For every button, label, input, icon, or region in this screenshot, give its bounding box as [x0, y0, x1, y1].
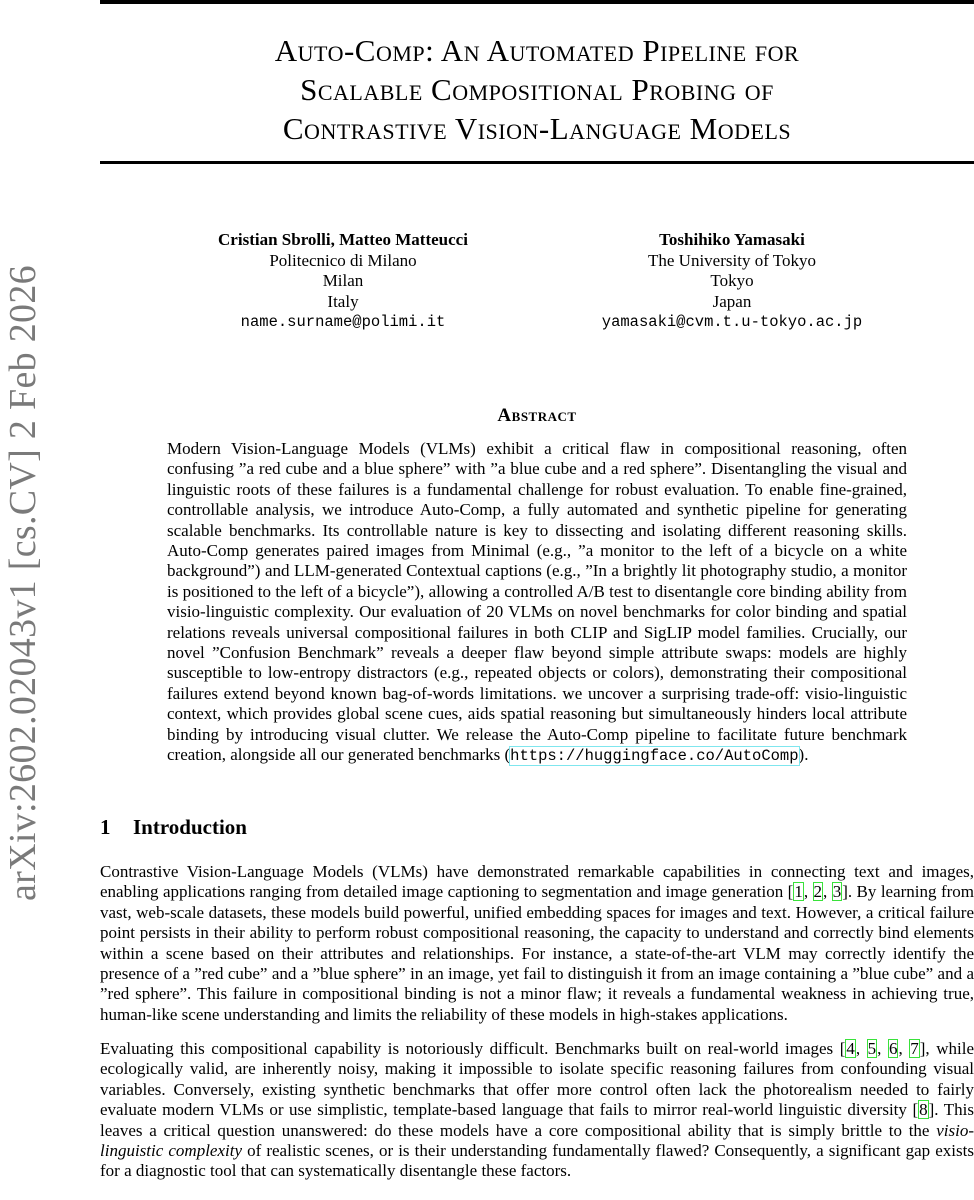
- paragraph-text: ], while ecologically valid, are inherently noisy, making it impossible to isolate specific reasoning failures from confounding visual variables. Conversely, existing synthetic benchmarks that offer more control often lack the photorealism needed to fairly evaluate modern VLMs or use simplistic, template-based language that fails to mirror real-world linguistic diversity [: [100, 1039, 974, 1120]
- paragraph-text: Contrastive Vision-Language Models (VLMs) have demonstrated remarkable capabilities in connecting text and images, enabling applications ranging from detailed image captioning to segmentation and image generation [: [100, 862, 974, 902]
- section-title: Introduction: [133, 815, 247, 839]
- citation-link[interactable]: 2: [813, 882, 823, 902]
- citation-link[interactable]: 5: [867, 1039, 877, 1058]
- paragraph-text: ]. By learning from vast, web-scale datasets, these models build powerful, unified embedding spaces for images and text. However, a critical failure point persists in their ability to perform robust compositional reasoning, the capacity to understand and correctly bind elements within a scene based on their attributes and relationships. For instance, a state-of-the-art VLM may correctly identify the presence of a ”red cube” and a ”blue sphere” in an image, yet fail to distinguish it from an image containing a ”blue cube” and a ”red sphere”. This failure in compositional binding is not a minor flaw; it reveals a fundamental weakness in achieving true, human-like scene understanding and limits the reliability of these models in high-stakes applications.: [100, 882, 974, 1024]
- abstract-text: Modern Vision-Language Models (VLMs) exhibit a critical flaw in compositional reasoning, often confusing ”a red cube and a blue sphere” with ”a blue cube and a red sphere”. Disentangling the visual and linguistic roots of these failures is a fundamental challenge for robust evaluation. To enable fine-grained, controllable analysis, we introduce Auto-Comp, a fully automated and synthetic pipeline for generating scalable benchmarks. Its controllable nature is key to dissecting and isolating different reasoning skills. Auto-Comp generates paired images from Minimal (e.g., ”a monitor to the left of a bicycle on a white background”) and LLM-generated Contextual captions (e.g., ”In a brightly lit photography studio, a monitor is positioned to the left of a bicycle”), allowing a controlled A/B test to disentangle core binding ability from visio-linguistic complexity. Our evaluation of 20 VLMs on novel benchmarks for color binding and spatial relations reveals universal compositional failures in both CLIP and SigLIP model families. Crucially, our novel ”Confusion Benchmark” reveals a deeper flaw beyond simple attribute swaps: models are highly susceptible to low-entropy distractors (e.g., repeated objects or colors), demonstrating their compositional failures extend beyond known bag-of-words limitations. we uncover a surprising trade-off: visio-linguistic context, which provides global scene cues, aids spatial reasoning but simultaneously hinders local attribute binding by introducing visual clutter. We release the Auto-Comp pipeline to facilitate future benchmark creation, alongside all our generated benchmarks (: [167, 439, 907, 765]
- author-block-polimi: [163, 230, 523, 333]
- title-line-3: Contrastive Vision-Language Models: [282, 111, 792, 146]
- author-country: Italy: [327, 291, 359, 311]
- citation-link[interactable]: 8: [919, 1100, 928, 1120]
- author-email[interactable]: yamasaki@cvm.t.u-tokyo.ac.jp: [601, 313, 863, 331]
- author-affiliation: The University of Tokyo: [648, 250, 816, 270]
- author-affiliation: Politecnico di Milano: [269, 250, 417, 270]
- author-names: Cristian Sbrolli, Matteo Matteucci: [218, 230, 468, 249]
- author-city: Milan: [322, 271, 364, 290]
- title-line-1: Auto-Comp: An Automated Pipeline for: [274, 33, 800, 68]
- paper-title: [100, 31, 974, 148]
- abstract-body: [167, 439, 907, 767]
- author-country: Japan: [712, 291, 752, 311]
- author-names: Toshihiko Yamasaki: [659, 230, 805, 249]
- benchmark-url-link[interactable]: https://huggingface.co/AutoComp: [510, 747, 799, 766]
- citation-link[interactable]: 6: [888, 1039, 898, 1058]
- citation-link[interactable]: 1: [794, 882, 803, 902]
- section-number: 1: [100, 815, 111, 839]
- emphasis-text: visio-linguistic complexity: [100, 1120, 974, 1161]
- intro-paragraph-2: Evaluating this compositional capability is notoriously difficult. Benchmarks built on real-world images [4, 5, 6, 7], while ecologically valid, are inherently noisy, making it impossible to isolate specific reasoning failures from confounding visual variables. Conversely, existing synthetic benchmarks that offer more control often lack the photorealism needed to fairly evaluate modern VLMs or use simplistic, template-based language that fails to mirror real-world linguistic diversity [8]. This leaves a critical question unanswered: do these models have a core compositional ability that is simply brittle to the visio-linguistic complexity of realistic scenes, or is their understanding fundamentally flawed? Consequently, a significant gap exists for a diagnostic tool that can systematically disentangle these factors.: [100, 1039, 974, 1181]
- citation-link[interactable]: 3: [832, 882, 842, 902]
- citation-link[interactable]: 4: [846, 1039, 855, 1058]
- arxiv-stamp: arXiv:2602.02043v1 [cs.CV] 2 Feb 2026: [2, 265, 44, 901]
- paragraph-text: of realistic scenes, or is their understanding fundamentally flawed? Consequently, a significant gap exists for a diagnostic tool that can systematically disentangle these factors.: [100, 1141, 974, 1181]
- author-block-tokyo: [552, 230, 912, 333]
- paragraph-text: ]. This leaves a critical question unanswered: do these models have a core compositional ability that is simply brittle to the: [100, 1100, 974, 1140]
- abstract-heading: Abstract: [497, 405, 577, 426]
- paragraph-text: Evaluating this compositional capability is notoriously difficult. Benchmarks built on real-world images [: [100, 1039, 846, 1058]
- title-line-2: Scalable Compositional Probing of: [300, 72, 774, 107]
- top-rule: [100, 0, 974, 4]
- title-bottom-rule: [100, 161, 974, 164]
- author-city: Tokyo: [710, 271, 754, 290]
- abstract-text-end: ).: [798, 745, 809, 765]
- author-email[interactable]: name.surname@polimi.it: [240, 313, 446, 331]
- section-heading: [100, 815, 974, 840]
- citation-link[interactable]: 7: [910, 1039, 919, 1058]
- intro-paragraph-1: Contrastive Vision-Language Models (VLMs) have demonstrated remarkable capabilities in connecting text and images, enabling applications ranging from detailed image captioning to segmentation and image generation [1, 2, 3]. By learning from vast, web-scale datasets, these models build powerful, unified embedding spaces for images and text. However, a critical failure point persists in their ability to perform robust compositional reasoning, the capacity to understand and correctly bind elements within a scene based on their attributes and relationships. For instance, a state-of-the-art VLM may correctly identify the presence of a ”red cube” and a ”blue sphere” in an image, yet fail to distinguish it from an image containing a ”blue cube” and a ”red sphere”. This failure in compositional binding is not a minor flaw; it reveals a fundamental weakness in achieving true, human-like scene understanding and limits the reliability of these models in high-stakes applications.: [100, 862, 974, 1024]
